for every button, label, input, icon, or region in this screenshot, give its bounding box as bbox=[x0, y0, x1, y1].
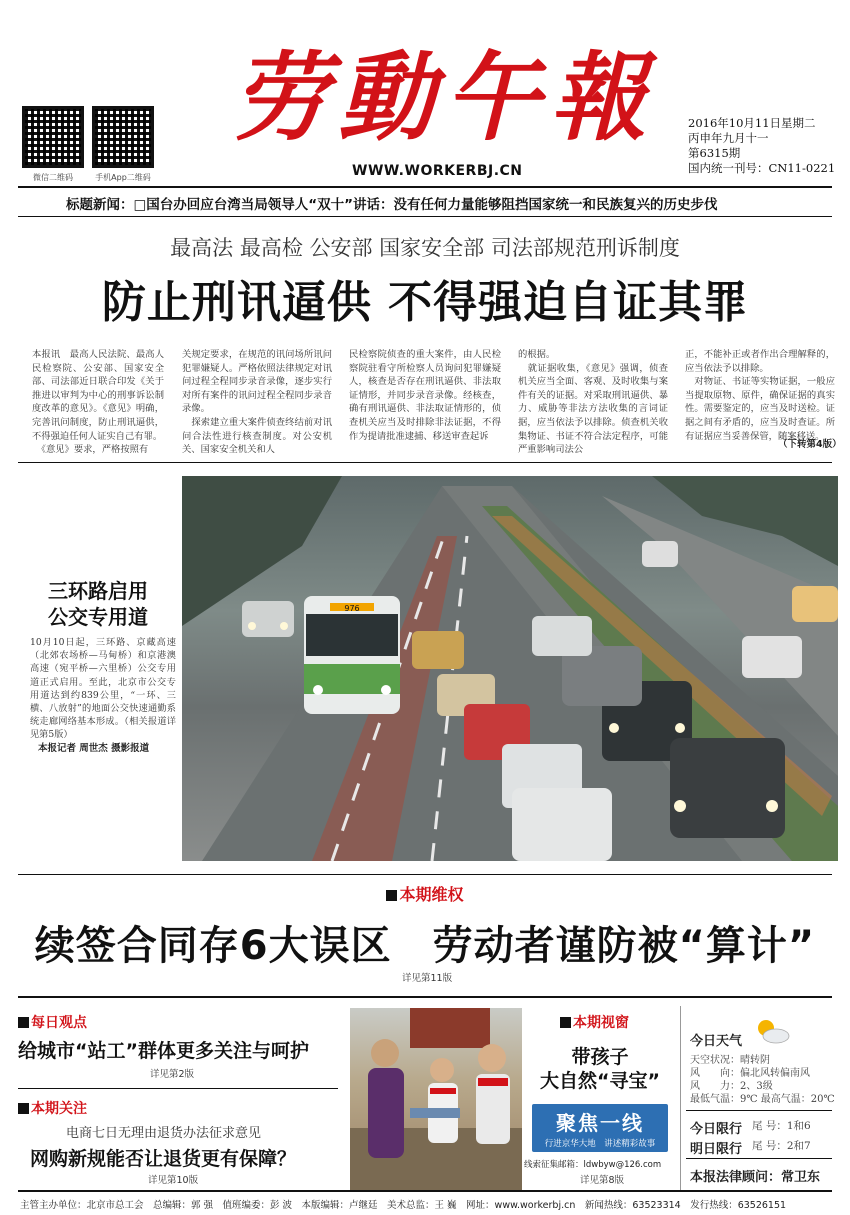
opinion-tag bbox=[18, 1012, 87, 1032]
issue-cn: 国内统一刊号：CN11-0221 bbox=[688, 161, 836, 175]
weather-rule bbox=[686, 1110, 832, 1111]
photo-bottom-rule bbox=[18, 874, 832, 875]
app-qr-code[interactable] bbox=[92, 106, 154, 168]
sun-cloud-icon bbox=[752, 1016, 792, 1046]
newspaper-logo: 劳動午報 bbox=[232, 41, 656, 154]
ticker-rule bbox=[18, 216, 832, 217]
kids-nature-photo[interactable] bbox=[350, 1008, 522, 1190]
weather-sky: 天空状况：晴转阴 bbox=[690, 1055, 770, 1066]
legal-advisor: 本报法律顾问：常卫东 bbox=[690, 1170, 821, 1185]
bus-lane-photo[interactable] bbox=[182, 476, 838, 861]
lead-column-5: 正，不能补正或者作出合理解释的，应当依法予以排除。 对物证、书证等实物证据，一般应当提取原物、原件，确保证据的真实性。需要鉴定的，应当及时送检。证据之间有矛盾的，应当及时查证。所有证据应当妥善保管，随案移送。 bbox=[685, 349, 835, 442]
rights-tag bbox=[0, 882, 850, 905]
opinion-tag-label: 每日观点 bbox=[31, 1015, 87, 1031]
footer-credits: 主管主办单位：北京市总工会 总编辑：郭 强 值班编委：彭 波 本版编辑：卢继廷 美术总监：王 巍 网址：www.workerbj.cn 新闻热线：63523314 发行热线：63526151 bbox=[20, 1200, 787, 1211]
opinion-rule bbox=[18, 1088, 338, 1089]
site-url[interactable]: WWW.WORKERBJ.CN bbox=[352, 163, 523, 179]
lead-continued: （下转第4版） bbox=[778, 439, 842, 450]
section-square-icon bbox=[560, 1017, 571, 1028]
traffic-tomorrow-value: 尾 号：2和7 bbox=[752, 1140, 811, 1152]
opinion-ref: 详见第2版 bbox=[150, 1069, 195, 1080]
section-square-icon bbox=[386, 890, 397, 901]
focus-tag bbox=[18, 1098, 87, 1118]
footer-rule bbox=[18, 1190, 832, 1192]
masthead-rule bbox=[18, 186, 832, 188]
lead-column-2: 关规定要求，在规范的讯问场所讯问犯罪嫌疑人。严格依照法律规定对讯问过程全程同步录音录像，逐步实行对所有案件的讯问过程全程同步录音录像。 探索建立重大案件侦查终结前对讯问合法性进行核查制度。对公安机关、国家安全机关和人 bbox=[182, 349, 332, 456]
kids-illustration bbox=[350, 1008, 522, 1190]
section-square-icon bbox=[18, 1103, 29, 1114]
focus-subhead: 电商七日无理由退货办法征求意见 bbox=[66, 1126, 262, 1141]
photo-story-headline-1[interactable]: 三环路启用 bbox=[48, 579, 148, 603]
window-tag bbox=[560, 1012, 629, 1032]
traffic-today-label: 今日限行 bbox=[690, 1122, 743, 1137]
weather-title: 今日天气 bbox=[690, 1034, 743, 1049]
banner-subtitle: 行进京华大地 讲述精彩故事 bbox=[544, 1139, 656, 1149]
section-square-icon bbox=[18, 1017, 29, 1028]
headline-news-ticker[interactable]: 标题新闻：□国台办回应台湾当局领导人“双十”讲话：没有任何力量能够阻挡国家统一和民族复兴的历史步伐 bbox=[66, 197, 718, 213]
lead-subhead: 最高法 最高检 公安部 国家安全部 司法部规范刑诉制度 bbox=[170, 236, 680, 260]
rights-tag-label: 本期维权 bbox=[399, 885, 464, 904]
wechat-qr-label: 微信二维码 bbox=[33, 173, 73, 182]
road-scene-illustration bbox=[182, 476, 838, 861]
rights-ref: 详见第11版 bbox=[402, 973, 453, 984]
app-qr-label: 手机App二维码 bbox=[95, 173, 151, 182]
window-tag-label: 本期视窗 bbox=[573, 1015, 629, 1031]
photo-story-body: 10月10日起，三环路、京藏高速（北郊农场桥—马甸桥）和京港澳高速（宛平桥—六里桥）公交专用道正式启用。至此，北京市公交专用道达到约839公里，“一环、三横、八放射”的地面公交快速通勤系统走廊网络基本形成。（相关报道详见第5版） bbox=[30, 637, 176, 741]
lead-column-1: 本报讯 最高人民法院、最高人民检察院、公安部、国家安全部、司法部近日联合印发《关于推进以审判为中心的刑事诉讼制度改革的意见》。《意见》明确，完善讯问制度，防止刑讯逼供，不得强迫任何人证实自己有罪。 《意见》要求，严格按照有 bbox=[32, 349, 164, 456]
focus-frontline-banner[interactable] bbox=[532, 1104, 668, 1152]
window-headline-1[interactable]: 带孩子 bbox=[571, 1046, 629, 1068]
issue-number: 第6315期 bbox=[688, 146, 741, 160]
photo-credit: 本报记者 周世杰 摄影报道 bbox=[38, 743, 150, 754]
issue-lunar: 丙申年九月十一 bbox=[688, 131, 769, 145]
wechat-qr-code[interactable] bbox=[22, 106, 84, 168]
weather-temperatures: 最低气温：9℃ 最高气温：20℃ bbox=[690, 1094, 835, 1105]
photo-story-headline-2[interactable]: 公交专用道 bbox=[48, 605, 148, 629]
lead-headline[interactable]: 防止刑讯逼供 不得强迫自证其罪 bbox=[101, 277, 749, 328]
banner-title: 聚焦一线 bbox=[556, 1111, 644, 1135]
traffic-tomorrow-label: 明日限行 bbox=[690, 1142, 743, 1157]
window-headline-2[interactable]: 大自然“寻宝” bbox=[540, 1070, 660, 1092]
rights-bottom-rule bbox=[18, 996, 832, 998]
traffic-rule bbox=[686, 1158, 832, 1159]
window-email[interactable]: 线索征集邮箱：ldwbyw@126.com bbox=[524, 1160, 662, 1170]
bus-route-sign: 976 bbox=[344, 604, 360, 613]
lead-column-3: 民检察院侦查的重大案件，由人民检察院驻看守所检察人员询问犯罪嫌疑人，核查是否存在刑讯逼供、非法取证情形，并同步录音录像。经核查，确有刑讯逼供、非法取证情形的，侦查机关应当及时排除非法证据，不得作为提请批准逮捕、移送审查起诉 bbox=[349, 349, 501, 442]
column-divider bbox=[680, 1006, 681, 1190]
rights-headline[interactable]: 续签合同存6大误区 劳动者谨防被“算计” bbox=[34, 923, 816, 969]
weather-wind-force: 风 力：2、3级 bbox=[690, 1081, 773, 1092]
weather-wind-direction: 风 向：偏北风转偏南风 bbox=[690, 1068, 810, 1079]
issue-date: 2016年10月11日星期二 bbox=[688, 116, 816, 130]
opinion-headline[interactable]: 给城市“站工”群体更多关注与呵护 bbox=[18, 1040, 309, 1062]
focus-headline[interactable]: 网购新规能否让退货更有保障？ bbox=[30, 1148, 297, 1170]
window-ref: 详见第8版 bbox=[580, 1175, 625, 1186]
lead-column-4: 的根据。 就证据收集，《意见》强调，侦查机关应当全面、客观、及时收集与案件有关的证据。对采取刑讯逼供、暴力、威胁等非法方法收集的言词证据，应当依法予以排除。侦查机关收集物证、书证不符合法定程序，可能严重影响司法公 bbox=[518, 349, 668, 456]
traffic-today-value: 尾 号：1和6 bbox=[752, 1120, 811, 1132]
lead-bottom-rule bbox=[18, 462, 832, 463]
focus-ref: 详见第10版 bbox=[148, 1175, 199, 1186]
focus-tag-label: 本期关注 bbox=[31, 1101, 87, 1117]
